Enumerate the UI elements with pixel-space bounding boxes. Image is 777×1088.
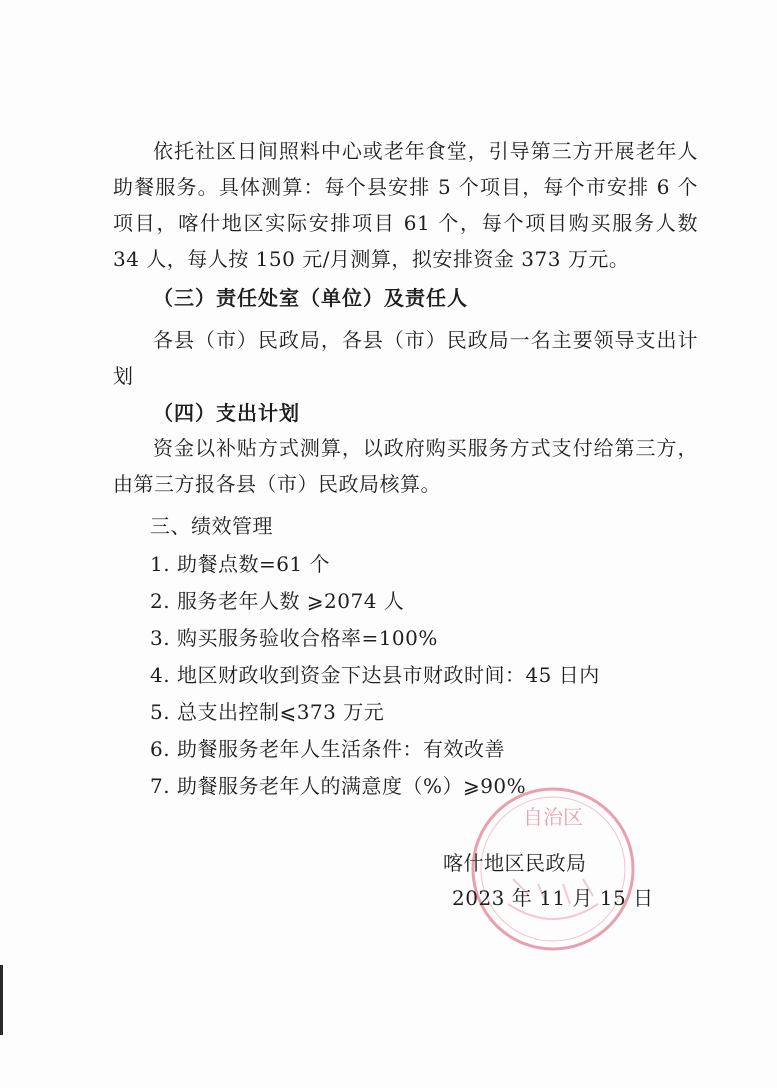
paragraph-meal-service-description: 依托社区日间照料中心或老年食堂，引导第三方开展老年人助餐服务。具体测算：每个县安排 5 个项目，每个市安排 6 个项目，喀什地区实际安排项目 61 个，每个项目购买服务人数 34 人，每人按 150 元/月测算，拟安排资金 373 万元。 — [113, 139, 698, 271]
seal-text: 自治区 — [523, 805, 583, 829]
indicator-item: 5. 总支出控制⩽373 万元 — [150, 700, 385, 724]
paragraph-expenditure-plan: 资金以补贴方式测算，以政府购买服务方式支付给第三方，由第三方报各县（市）民政局核算。 — [113, 436, 698, 496]
heading-expenditure-plan: （四）支出计划 — [153, 401, 300, 425]
indicator-item: 2. 服务老年人数 ⩾2074 人 — [150, 589, 405, 613]
indicator-item: 3. 购买服务验收合格率=100% — [150, 626, 438, 650]
indicator-item: 4. 地区财政收到资金下达县市财政时间：45 日内 — [150, 663, 600, 687]
paragraph-responsible-unit: 各县（市）民政局，各县（市）民政局一名主要领导支出计划 — [113, 328, 698, 388]
heading-responsible-unit: （三）责任处室（单位）及责任人 — [153, 286, 468, 310]
indicator-item: 1. 助餐点数=61 个 — [150, 552, 331, 576]
heading-performance-management: 三、绩效管理 — [150, 514, 273, 538]
signature-organization: 喀什地区民政局 — [443, 851, 587, 875]
scan-edge-mark — [0, 965, 3, 1035]
indicator-item: 6. 助餐服务老年人生活条件：有效改善 — [150, 737, 505, 761]
signature-date: 2023 年 11 月 15 日 — [452, 886, 654, 910]
indicator-item: 7. 助餐服务老年人的满意度（%）⩾90% — [150, 774, 527, 798]
